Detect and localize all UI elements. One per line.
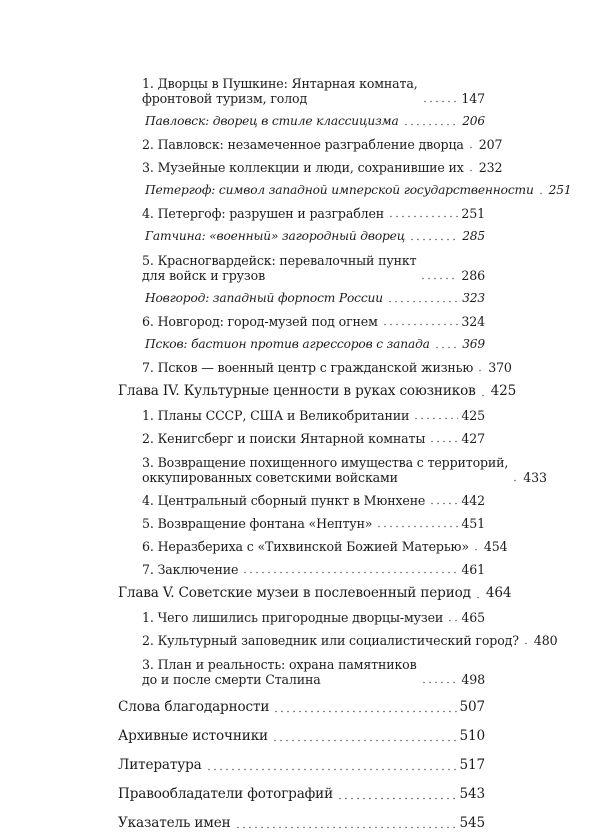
dot-leader	[242, 571, 458, 574]
toc-page-number: 206	[462, 114, 485, 128]
dot-leader	[477, 369, 485, 372]
toc-entry	[118, 206, 485, 221]
toc-entry-title: 4. Центральный сборный пункт в Мюнхене	[142, 493, 426, 508]
toc-chapter-title: Глава V. Советские музеи в послевоенный период	[118, 585, 471, 601]
toc-page-number: 427	[461, 431, 485, 446]
toc-entry-title: Литература	[118, 757, 202, 773]
toc-entry-title: Гатчина: «военный» загородный дворец	[145, 229, 406, 243]
dot-leader	[512, 479, 520, 482]
dot-leader	[409, 238, 459, 241]
toc-page-number: 545	[459, 815, 485, 831]
toc-entry-title: 3. Возвращение похищенного имущества с территорий, оккупированных советскими войсками	[142, 455, 509, 485]
toc-entry-title: 5. Красногвардейск: перевалочный пункт для войск и грузов	[142, 253, 417, 283]
toc-entry-title: Новгород: западный форпост России	[145, 291, 383, 305]
toc-page-number: 507	[459, 699, 485, 715]
toc-back-matter	[118, 699, 485, 716]
toc-page-number: 232	[478, 160, 503, 175]
dot-leader	[447, 619, 458, 622]
toc-entry-title: 2. Кенигсберг и поиски Янтарной комнаты	[142, 431, 426, 446]
toc-entry-title: Павловск: дворец в стиле классицизма	[145, 114, 399, 128]
toc-entry	[118, 633, 558, 648]
dot-leader	[434, 346, 459, 349]
toc-entry-title: 1. Чего лишились пригородные дворцы-музеи	[142, 610, 444, 625]
toc-page-number: 433	[523, 470, 547, 485]
toc-subentry	[118, 114, 485, 129]
toc-entry-title: 1. Дворцы в Пушкине: Янтарная комната, фронтовой туризм, голод	[142, 76, 418, 106]
toc-page-number: 425	[461, 408, 485, 423]
toc-entry	[118, 562, 485, 577]
toc-page-number: 517	[459, 757, 485, 773]
toc-entry-title: 7. Псков — военный центр с гражданской жизнью	[142, 360, 474, 375]
toc-entry	[118, 253, 485, 283]
dot-leader	[480, 394, 488, 397]
dot-leader	[206, 768, 457, 771]
dot-leader	[473, 548, 481, 551]
toc-page-number: 510	[459, 728, 485, 744]
toc-entry-title: 1. Планы СССР, США и Великобритании	[142, 408, 410, 423]
toc-page-number: 480	[533, 633, 558, 648]
toc-entry	[118, 76, 485, 106]
toc-entry	[118, 516, 485, 531]
dot-leader	[475, 596, 483, 599]
toc-page-number: 323	[462, 291, 485, 305]
dot-leader	[376, 525, 458, 528]
toc-page-number: 286	[461, 268, 485, 283]
toc-entry-title: 3. Музейные коллекции и люди, сохранившие их	[142, 160, 464, 175]
toc-entry-title: 6. Неразбериха с «Тихвинской Божией Матерью»	[142, 539, 469, 554]
toc-back-matter	[118, 786, 485, 803]
toc-entry	[118, 493, 485, 508]
toc-page-number: 442	[461, 493, 485, 508]
dot-leader	[272, 739, 457, 742]
toc-page-number: 498	[461, 672, 485, 687]
toc-page-number: 285	[462, 229, 485, 243]
toc-entry	[118, 360, 512, 375]
toc-page-number: 251	[461, 206, 485, 221]
toc-entry-title: Слова благодарности	[118, 699, 270, 715]
dot-leader	[420, 277, 458, 280]
dot-leader	[337, 797, 457, 800]
toc-page-number: 251	[548, 183, 572, 197]
toc-subentry	[118, 291, 485, 306]
dot-leader	[421, 681, 459, 684]
table-of-contents	[118, 76, 572, 832]
dot-leader	[468, 169, 476, 172]
toc-page-number: 207	[478, 137, 503, 152]
toc-entry-title: Псков: бастион против агрессоров с запада	[145, 337, 430, 351]
toc-entry-title: 7. Заключение	[142, 562, 239, 577]
toc-entry	[118, 539, 508, 554]
dot-leader	[382, 323, 459, 326]
toc-entry-title: 6. Новгород: город-музей под огнем	[142, 314, 378, 329]
toc-entry	[118, 657, 485, 687]
dot-leader	[523, 642, 531, 645]
toc-entry-title: 2. Павловск: незамеченное разграбление дворца	[142, 137, 464, 152]
dot-leader	[413, 417, 458, 420]
toc-page-number: 465	[461, 610, 485, 625]
toc-entry-title: 4. Петергоф: разрушен и разграблен	[142, 206, 385, 221]
toc-entry	[118, 160, 503, 175]
toc-entry-title: Указатель имен	[118, 815, 231, 831]
toc-entry-title: 3. План и реальность: охрана памятников до и после смерти Сталина	[142, 657, 417, 687]
toc-entry	[118, 314, 485, 329]
toc-page-number: 369	[462, 337, 485, 351]
toc-page-number: 370	[488, 360, 512, 375]
dot-leader	[387, 300, 459, 303]
dot-leader	[429, 440, 458, 443]
toc-chapter	[118, 585, 512, 602]
toc-page-number: 543	[459, 786, 485, 802]
toc-entry	[118, 408, 485, 423]
dot-leader	[388, 215, 458, 218]
toc-page-number: 324	[461, 314, 485, 329]
toc-subentry	[118, 183, 572, 198]
toc-entry-title: Петергоф: символ западной имперской государственности	[145, 183, 534, 197]
toc-entry-title: 2. Культурный заповедник или социалистический город?	[142, 633, 519, 648]
toc-back-matter	[118, 757, 485, 774]
toc-chapter	[118, 383, 517, 400]
dot-leader	[468, 146, 476, 149]
dot-leader	[403, 123, 460, 126]
toc-subentry	[118, 337, 485, 352]
toc-entry	[118, 431, 485, 446]
dot-leader	[235, 826, 457, 829]
toc-entry-title: Правообладатели фотографий	[118, 786, 333, 802]
toc-entry-title: 5. Возвращение фонтана «Нептун»	[142, 516, 373, 531]
toc-back-matter	[118, 728, 485, 745]
toc-entry	[118, 137, 503, 152]
dot-leader	[538, 192, 546, 195]
toc-subentry	[118, 229, 485, 244]
dot-leader	[429, 502, 458, 505]
toc-entry	[118, 610, 485, 625]
toc-page-number: 451	[461, 516, 485, 531]
toc-page-number: 147	[461, 91, 485, 106]
toc-entry-title: Архивные источники	[118, 728, 268, 744]
toc-entry	[118, 455, 547, 485]
dot-leader	[422, 100, 459, 103]
toc-page-number: 454	[483, 539, 508, 554]
toc-chapter-title: Глава IV. Культурные ценности в руках союзников	[118, 383, 476, 399]
dot-leader	[273, 710, 456, 713]
toc-page-number: 461	[461, 562, 485, 577]
toc-page-number: 464	[485, 585, 512, 601]
toc-back-matter	[118, 815, 485, 832]
toc-page-number: 425	[490, 383, 517, 399]
